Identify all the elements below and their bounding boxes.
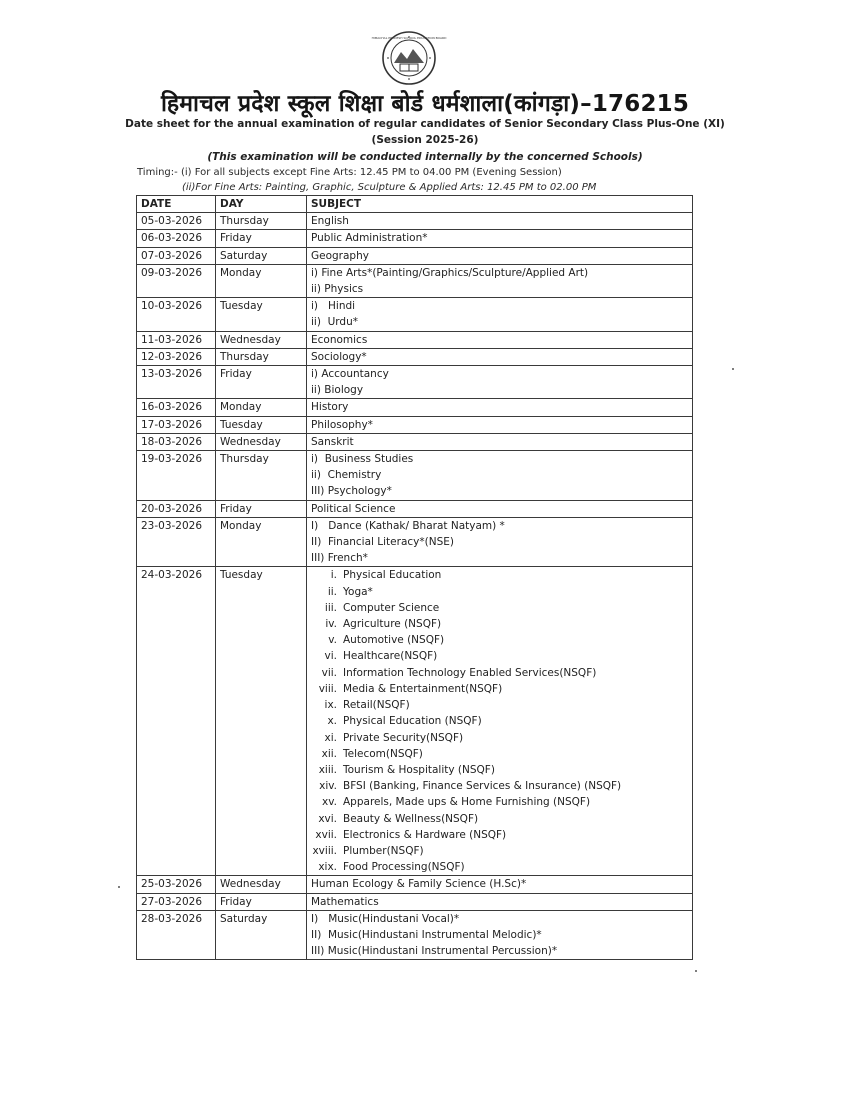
subject-name: Food Processing(NSQF) (343, 861, 465, 874)
subject-name: Apparels, Made ups & Home Furnishing (NSQF) (343, 796, 591, 809)
exam-day: Friday (216, 893, 307, 910)
subject-line: ii) Biology (311, 384, 364, 397)
subject-number: iv. (325, 618, 337, 631)
subject-line: History (311, 401, 349, 414)
subject-line (311, 859, 688, 875)
exam-subjects (307, 433, 693, 450)
subject-name: Electronics & Hardware (NSQF) (343, 828, 507, 841)
exam-day: Thursday (216, 451, 307, 501)
subject-name: Telecom(NSQF) (343, 747, 423, 760)
table-row (137, 910, 693, 960)
subject-line: ii) Urdu* (311, 316, 358, 329)
exam-day: Thursday (216, 348, 307, 365)
subject-name: Yoga* (343, 585, 373, 598)
subject-line: i) Fine Arts*(Painting/Graphics/Sculpture/Applied Art) (311, 266, 589, 279)
exam-day: Friday (216, 500, 307, 517)
subject-name: Healthcare(NSQF) (343, 650, 438, 663)
subject-line: I) Dance (Kathak/ Bharat Natyam) * (311, 519, 505, 532)
exam-subjects (307, 416, 693, 433)
exam-date: 17-03-2026 (137, 416, 216, 433)
table-row (137, 264, 693, 297)
subject-line: Sociology* (311, 350, 367, 363)
subject-line: III) French* (311, 552, 368, 565)
exam-subjects (307, 451, 693, 501)
subject-line (311, 681, 688, 697)
subject-number: v. (328, 634, 337, 647)
subject-name: Tourism & Hospitality (NSQF) (343, 763, 495, 776)
subject-line: English (311, 215, 349, 228)
subject-line (311, 827, 688, 843)
subject-line: i) Business Studies (311, 453, 414, 466)
exam-date: 28-03-2026 (137, 910, 216, 960)
subject-line: Political Science (311, 502, 396, 515)
subject-name: Computer Science (343, 601, 440, 614)
subject-number: xv. (322, 796, 337, 809)
subject-name: Agriculture (NSQF) (343, 618, 442, 631)
session-label: (Session 2025-26) (371, 134, 479, 146)
subject-number: xix. (318, 861, 337, 874)
subject-line (311, 746, 688, 762)
date-sheet-table (136, 195, 693, 960)
exam-subjects (307, 331, 693, 348)
exam-day: Monday (216, 399, 307, 416)
subject-line: Human Ecology & Family Science (H.Sc)* (311, 878, 527, 891)
table-row (137, 416, 693, 433)
subject-line: ii) Physics (311, 283, 364, 296)
table-header-row (137, 196, 693, 213)
subject-line: III) Psychology* (311, 485, 392, 498)
exam-subjects (307, 567, 693, 876)
subject-number: xviii. (312, 844, 337, 857)
subject-line: I) Music(Hindustani Vocal)* (311, 912, 460, 925)
subject-name: Plumber(NSQF) (343, 844, 424, 857)
table-row (137, 451, 693, 501)
exam-day: Thursday (216, 213, 307, 230)
subject-line: Public Administration* (311, 232, 428, 245)
column-header-subject: SUBJECT (307, 196, 693, 213)
exam-date: 19-03-2026 (137, 451, 216, 501)
exam-subjects (307, 910, 693, 960)
table-row (137, 247, 693, 264)
subject-line: Economics (311, 333, 368, 346)
subject-line: ii) Chemistry (311, 469, 382, 482)
subject-line: III) Music(Hindustani Instrumental Percussion)* (311, 945, 558, 958)
exam-date: 13-03-2026 (137, 366, 216, 399)
exam-date: 24-03-2026 (137, 567, 216, 876)
table-row (137, 348, 693, 365)
table-row (137, 331, 693, 348)
subject-line: Mathematics (311, 895, 379, 908)
exam-subjects (307, 893, 693, 910)
table-row (137, 230, 693, 247)
exam-day: Wednesday (216, 433, 307, 450)
exam-subjects (307, 399, 693, 416)
scan-speck (118, 886, 120, 888)
subject-line (311, 567, 688, 583)
exam-date: 10-03-2026 (137, 298, 216, 331)
subject-line (311, 616, 688, 632)
exam-subjects (307, 876, 693, 893)
exam-date: 25-03-2026 (137, 876, 216, 893)
subject-line: i) Hindi (311, 300, 356, 313)
subject-line (311, 600, 688, 616)
subject-number: x. (327, 715, 337, 728)
subject-name: Physical Education (NSQF) (343, 715, 482, 728)
subject-number: viii. (318, 682, 337, 695)
exam-subjects (307, 230, 693, 247)
table-row (137, 567, 693, 876)
subject-line: Philosophy* (311, 418, 373, 431)
datesheet-subtitle: Date sheet for the annual examination of regular candidates of Senior Secondary Class Plus-One (XI) (125, 118, 725, 130)
subject-name: Automotive (NSQF) (343, 634, 445, 647)
table-body (137, 213, 693, 960)
subject-number: xiii. (318, 763, 337, 776)
board-title: हिमाचल प्रदेश स्कूल शिक्षा बोर्ड धर्मशाला(कांगड़ा)–176215 (160, 91, 690, 117)
internal-exam-note: (This examination will be conducted internally by the concerned Schools) (207, 151, 643, 163)
exam-day: Monday (216, 517, 307, 567)
table-row (137, 433, 693, 450)
scan-speck (695, 970, 697, 972)
subject-line (311, 584, 688, 600)
subject-name: Retail(NSQF) (343, 699, 410, 712)
exam-day: Monday (216, 264, 307, 297)
exam-subjects (307, 500, 693, 517)
subject-line: Sanskrit (311, 435, 354, 448)
subject-number: xvi. (318, 812, 337, 825)
subject-number: iii. (324, 601, 337, 614)
exam-subjects (307, 247, 693, 264)
exam-date: 27-03-2026 (137, 893, 216, 910)
board-emblem-icon (371, 30, 447, 86)
subject-line (311, 778, 688, 794)
subject-line: Geography (311, 249, 369, 262)
exam-day: Tuesday (216, 298, 307, 331)
subject-line (311, 665, 688, 681)
exam-day: Saturday (216, 910, 307, 960)
table-row (137, 876, 693, 893)
subject-line (311, 843, 688, 859)
table-row (137, 500, 693, 517)
exam-day: Saturday (216, 247, 307, 264)
subject-line: II) Music(Hindustani Instrumental Melodic)* (311, 928, 542, 941)
exam-date: 23-03-2026 (137, 517, 216, 567)
exam-subjects (307, 264, 693, 297)
subject-line: II) Financial Literacy*(NSE) (311, 536, 454, 549)
timing-line-1: Timing:- (i) For all subjects except Fine Arts: 12.45 PM to 04.00 PM (Evening Session) (137, 167, 562, 178)
exam-date: 05-03-2026 (137, 213, 216, 230)
exam-subjects (307, 298, 693, 331)
subject-number: xiv. (319, 780, 337, 793)
exam-day: Friday (216, 366, 307, 399)
table-row (137, 366, 693, 399)
subject-line (311, 811, 688, 827)
timing-line-2: (ii)For Fine Arts: Painting, Graphic, Sculpture & Applied Arts: 12.45 PM to 02.00 PM (182, 182, 597, 193)
table-row (137, 213, 693, 230)
subject-number: vi. (324, 650, 337, 663)
subject-number: xvii. (315, 828, 337, 841)
subject-name: Private Security(NSQF) (343, 731, 464, 744)
exam-date: 09-03-2026 (137, 264, 216, 297)
subject-name: Media & Entertainment(NSQF) (343, 682, 503, 695)
subject-line (311, 713, 688, 729)
subject-name: BFSI (Banking, Finance Services & Insurance) (NSQF) (343, 780, 622, 793)
exam-day: Wednesday (216, 876, 307, 893)
exam-date: 11-03-2026 (137, 331, 216, 348)
emblem-text: HIMACHAL PRADESH SCHOOL EDUCATION BOARD (371, 36, 447, 40)
exam-date: 06-03-2026 (137, 230, 216, 247)
table-row (137, 298, 693, 331)
subject-name: Information Technology Enabled Services(NSQF) (343, 666, 597, 679)
column-header-date: DATE (137, 196, 216, 213)
scan-speck (732, 368, 734, 370)
exam-subjects (307, 366, 693, 399)
subject-name: Physical Education (343, 569, 442, 582)
subject-number: ii. (327, 585, 337, 598)
exam-date: 20-03-2026 (137, 500, 216, 517)
subject-number: vii. (321, 666, 337, 679)
subject-number: xi. (324, 731, 337, 744)
subject-line: i) Accountancy (311, 368, 389, 381)
subject-line (311, 697, 688, 713)
subject-line (311, 762, 688, 778)
table-row (137, 399, 693, 416)
subject-line (311, 794, 688, 810)
exam-subjects (307, 348, 693, 365)
exam-day: Tuesday (216, 567, 307, 876)
subject-line (311, 632, 688, 648)
exam-day: Tuesday (216, 416, 307, 433)
exam-day: Friday (216, 230, 307, 247)
exam-subjects (307, 517, 693, 567)
subject-line (311, 648, 688, 664)
table-row (137, 517, 693, 567)
subject-number: ix. (324, 699, 337, 712)
column-header-day: DAY (216, 196, 307, 213)
subject-number: i. (330, 569, 337, 582)
exam-date: 07-03-2026 (137, 247, 216, 264)
exam-date: 16-03-2026 (137, 399, 216, 416)
subject-line (311, 730, 688, 746)
subject-name: Beauty & Wellness(NSQF) (343, 812, 479, 825)
exam-date: 18-03-2026 (137, 433, 216, 450)
exam-subjects (307, 213, 693, 230)
exam-day: Wednesday (216, 331, 307, 348)
table-row (137, 893, 693, 910)
exam-date: 12-03-2026 (137, 348, 216, 365)
subject-number: xii. (321, 747, 337, 760)
